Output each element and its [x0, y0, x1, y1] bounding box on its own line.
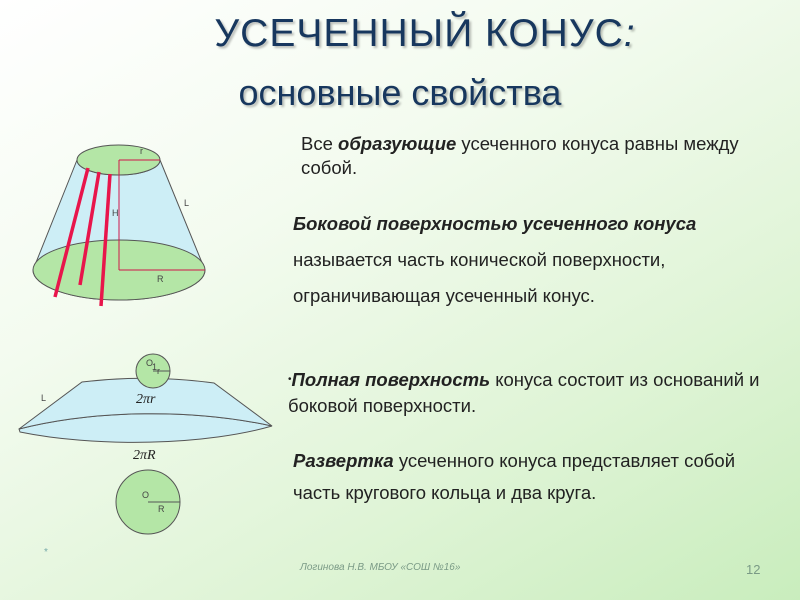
- footer-author: Логинова Н.В. МБОУ «СОШ №16»: [300, 562, 461, 573]
- paragraph-lateral-surface: [293, 206, 773, 314]
- label-net-L: L: [41, 393, 47, 403]
- p4-post: усеченного конуса представляет собой часть кругового кольца и два круга.: [293, 450, 736, 503]
- paragraph-generatrices: [301, 132, 771, 180]
- p3-post: конуса состоит из оснований и боковой поверхности.: [288, 369, 760, 416]
- p3-bullet: •: [288, 374, 292, 385]
- p2-post: называется часть конической поверхности, ограничивающая усеченный конус.: [293, 249, 666, 306]
- p4-emph: Развертка: [293, 450, 394, 471]
- label-arc-2piR: 2πR: [133, 448, 156, 463]
- p1-emph: образующие: [338, 133, 457, 154]
- page-number: 12: [746, 562, 761, 577]
- title-main: УСЕЧЕННЫЙ КОНУС: [214, 12, 624, 55]
- label-O1: O: [146, 358, 154, 368]
- label-O1-sub: 1: [152, 362, 158, 372]
- paragraph-development: [293, 445, 773, 509]
- p3-emph: Полная поверхность: [291, 369, 491, 390]
- label-R: R: [157, 274, 164, 284]
- label-H: H: [112, 208, 119, 218]
- p1-post: усеченного конуса равны между собой.: [301, 133, 739, 178]
- p2-emph: Боковой поверхностью усеченного конуса: [293, 213, 697, 234]
- label-r: r: [140, 146, 143, 156]
- paragraph-total-surface: [288, 367, 768, 419]
- label-net-r: r: [157, 366, 160, 376]
- label-arc-2pir: 2πr: [136, 392, 156, 407]
- slide-subtitle: основные свойства: [238, 72, 562, 113]
- p1-pre: Все: [301, 133, 339, 154]
- frustum-figure: [33, 145, 205, 306]
- net-figure: [19, 354, 272, 534]
- label-L: L: [184, 198, 190, 208]
- label-net-O: O: [142, 490, 150, 500]
- title-colon: :: [623, 12, 636, 55]
- label-net-R: R: [158, 504, 165, 514]
- footnote-star: *: [44, 547, 48, 558]
